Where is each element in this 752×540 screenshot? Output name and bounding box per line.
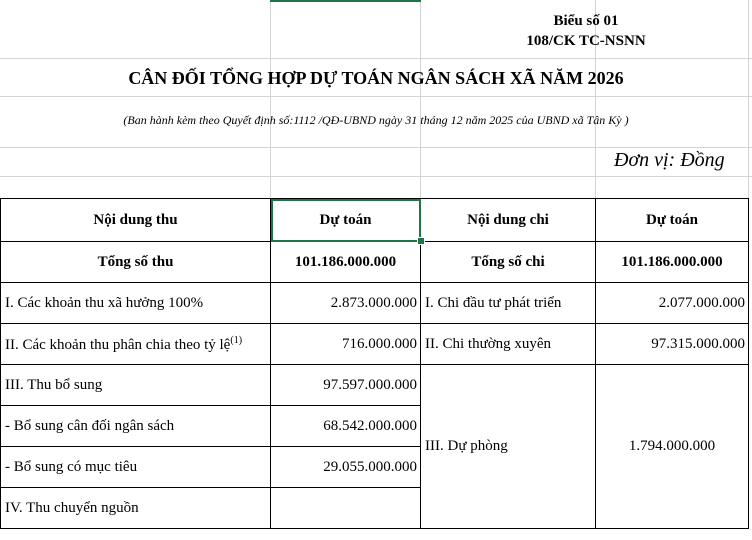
header-expense-estimate[interactable]: Dự toán [596,199,749,242]
expense-value[interactable]: 1.794.000.000 [596,365,749,529]
report-title[interactable]: CÂN ĐỐI TỔNG HỢP DỰ TOÁN NGÂN SÁCH XÃ NĂM 2026 [128,68,624,88]
revenue-label[interactable]: I. Các khoản thu xã hưởng 100% [1,283,271,324]
unit-label[interactable]: Đơn vị: Đồng [614,149,725,171]
gridline [270,0,271,200]
expense-label[interactable]: I. Chi đầu tư phát triển [421,283,596,324]
revenue-value[interactable]: 29.055.000.000 [271,447,421,488]
expense-label[interactable]: II. Chi thường xuyên [421,324,596,365]
table-row [1,283,749,324]
revenue-value[interactable]: 2.873.000.000 [271,283,421,324]
header-revenue-estimate[interactable]: Dự toán [271,199,421,242]
gridline [0,58,752,59]
gridline [0,176,752,177]
budget-balance-table [0,198,749,529]
form-number-block[interactable] [420,11,752,51]
total-revenue-label[interactable]: Tổng số thu [1,242,271,283]
total-revenue-value[interactable]: 101.186.000.000 [271,242,421,283]
form-code: 108/CK TC-NSNN [526,33,646,49]
expense-value[interactable]: 2.077.000.000 [596,283,749,324]
header-revenue-content[interactable]: Nội dung thu [1,199,271,242]
revenue-label[interactable]: III. Thu bổ sung [1,365,271,406]
expense-value[interactable]: 97.315.000.000 [596,324,749,365]
column-selection-edge [270,0,421,2]
fill-handle[interactable] [417,237,425,245]
revenue-label[interactable]: - Bổ sung cân đối ngân sách [1,406,271,447]
table-row [1,365,749,406]
total-expense-value[interactable]: 101.186.000.000 [596,242,749,283]
expense-label[interactable]: III. Dự phòng [421,365,596,529]
revenue-value[interactable] [271,488,421,529]
revenue-label[interactable]: IV. Thu chuyển nguồn [1,488,271,529]
decree-note[interactable]: (Ban hành kèm theo Quyết định số:1112 /QĐ-UBND ngày 31 tháng 12 năm 2025 của UBND xã Tân Kỳ ) [123,113,629,127]
table-row [1,324,749,365]
header-expense-content[interactable]: Nội dung chi [421,199,596,242]
gridline [0,96,752,97]
revenue-label[interactable]: - Bổ sung có mục tiêu [1,447,271,488]
header-row [1,199,749,242]
total-row [1,242,749,283]
form-number: Biểu số 01 [553,13,619,29]
revenue-value[interactable]: 716.000.000 [271,324,421,365]
total-expense-label[interactable]: Tổng số chi [421,242,596,283]
footnote-marker: (1) [230,334,243,346]
revenue-value[interactable]: 68.542.000.000 [271,406,421,447]
revenue-value[interactable]: 97.597.000.000 [271,365,421,406]
revenue-label: II. Các khoản thu phân chia theo tỷ lệ [5,336,231,353]
gridline [0,147,752,148]
revenue-label-cell[interactable] [1,324,271,365]
